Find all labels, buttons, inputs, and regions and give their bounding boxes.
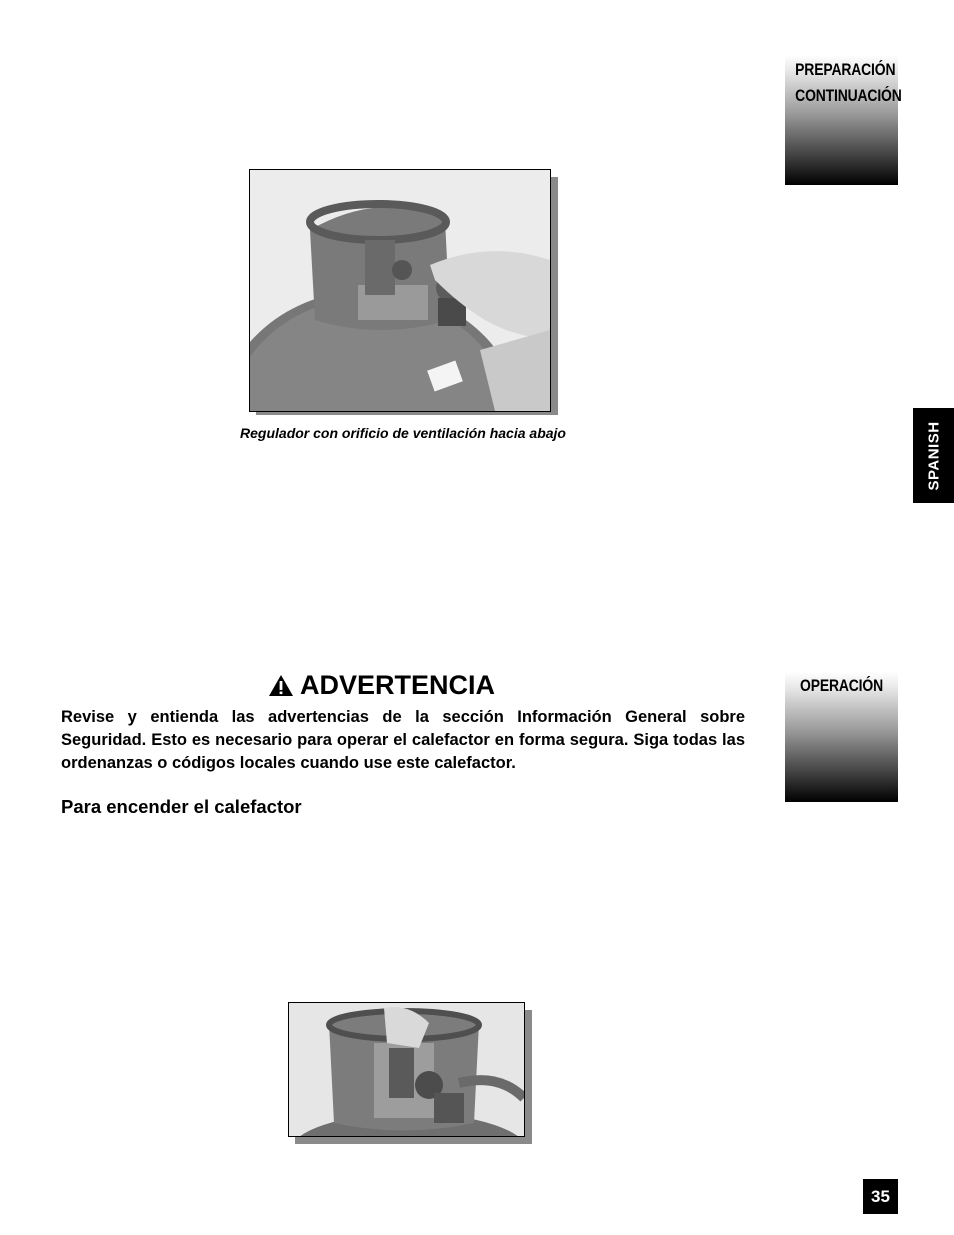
tank-valve-illustration (289, 1003, 524, 1136)
warning-title-text: ADVERTENCIA (300, 670, 496, 700)
warning-body: Revise y entienda las advertencias de la sección Información General sobre Seguridad. Esto es necesario para operar el calefactor en forma segura. Siga todas las ordenanzas o códigos locales cuando use este calefactor. (61, 708, 745, 772)
tank-valve-photo (288, 1002, 525, 1137)
language-tab (913, 408, 954, 503)
lighting-subheading: Para encender el calefactor (61, 796, 302, 817)
section-tab-operacion (785, 672, 898, 802)
section-tab-line2: CONTINUACIÓN (795, 86, 902, 105)
section-tab-preparacion (785, 55, 902, 185)
section-tab-line1: PREPARACIÓN (795, 60, 896, 79)
regulator-photo (249, 169, 551, 412)
language-tab-label: SPANISH (925, 420, 942, 491)
propane-tank-regulator-illustration (250, 170, 550, 411)
figure-caption: Regulador con orificio de ventilación hacia abajo (240, 425, 566, 441)
section-tab-label: OPERACIÓN (800, 676, 883, 695)
warning-triangle-icon (268, 674, 294, 697)
page-number: 35 (863, 1179, 898, 1214)
warning-title (268, 670, 495, 701)
